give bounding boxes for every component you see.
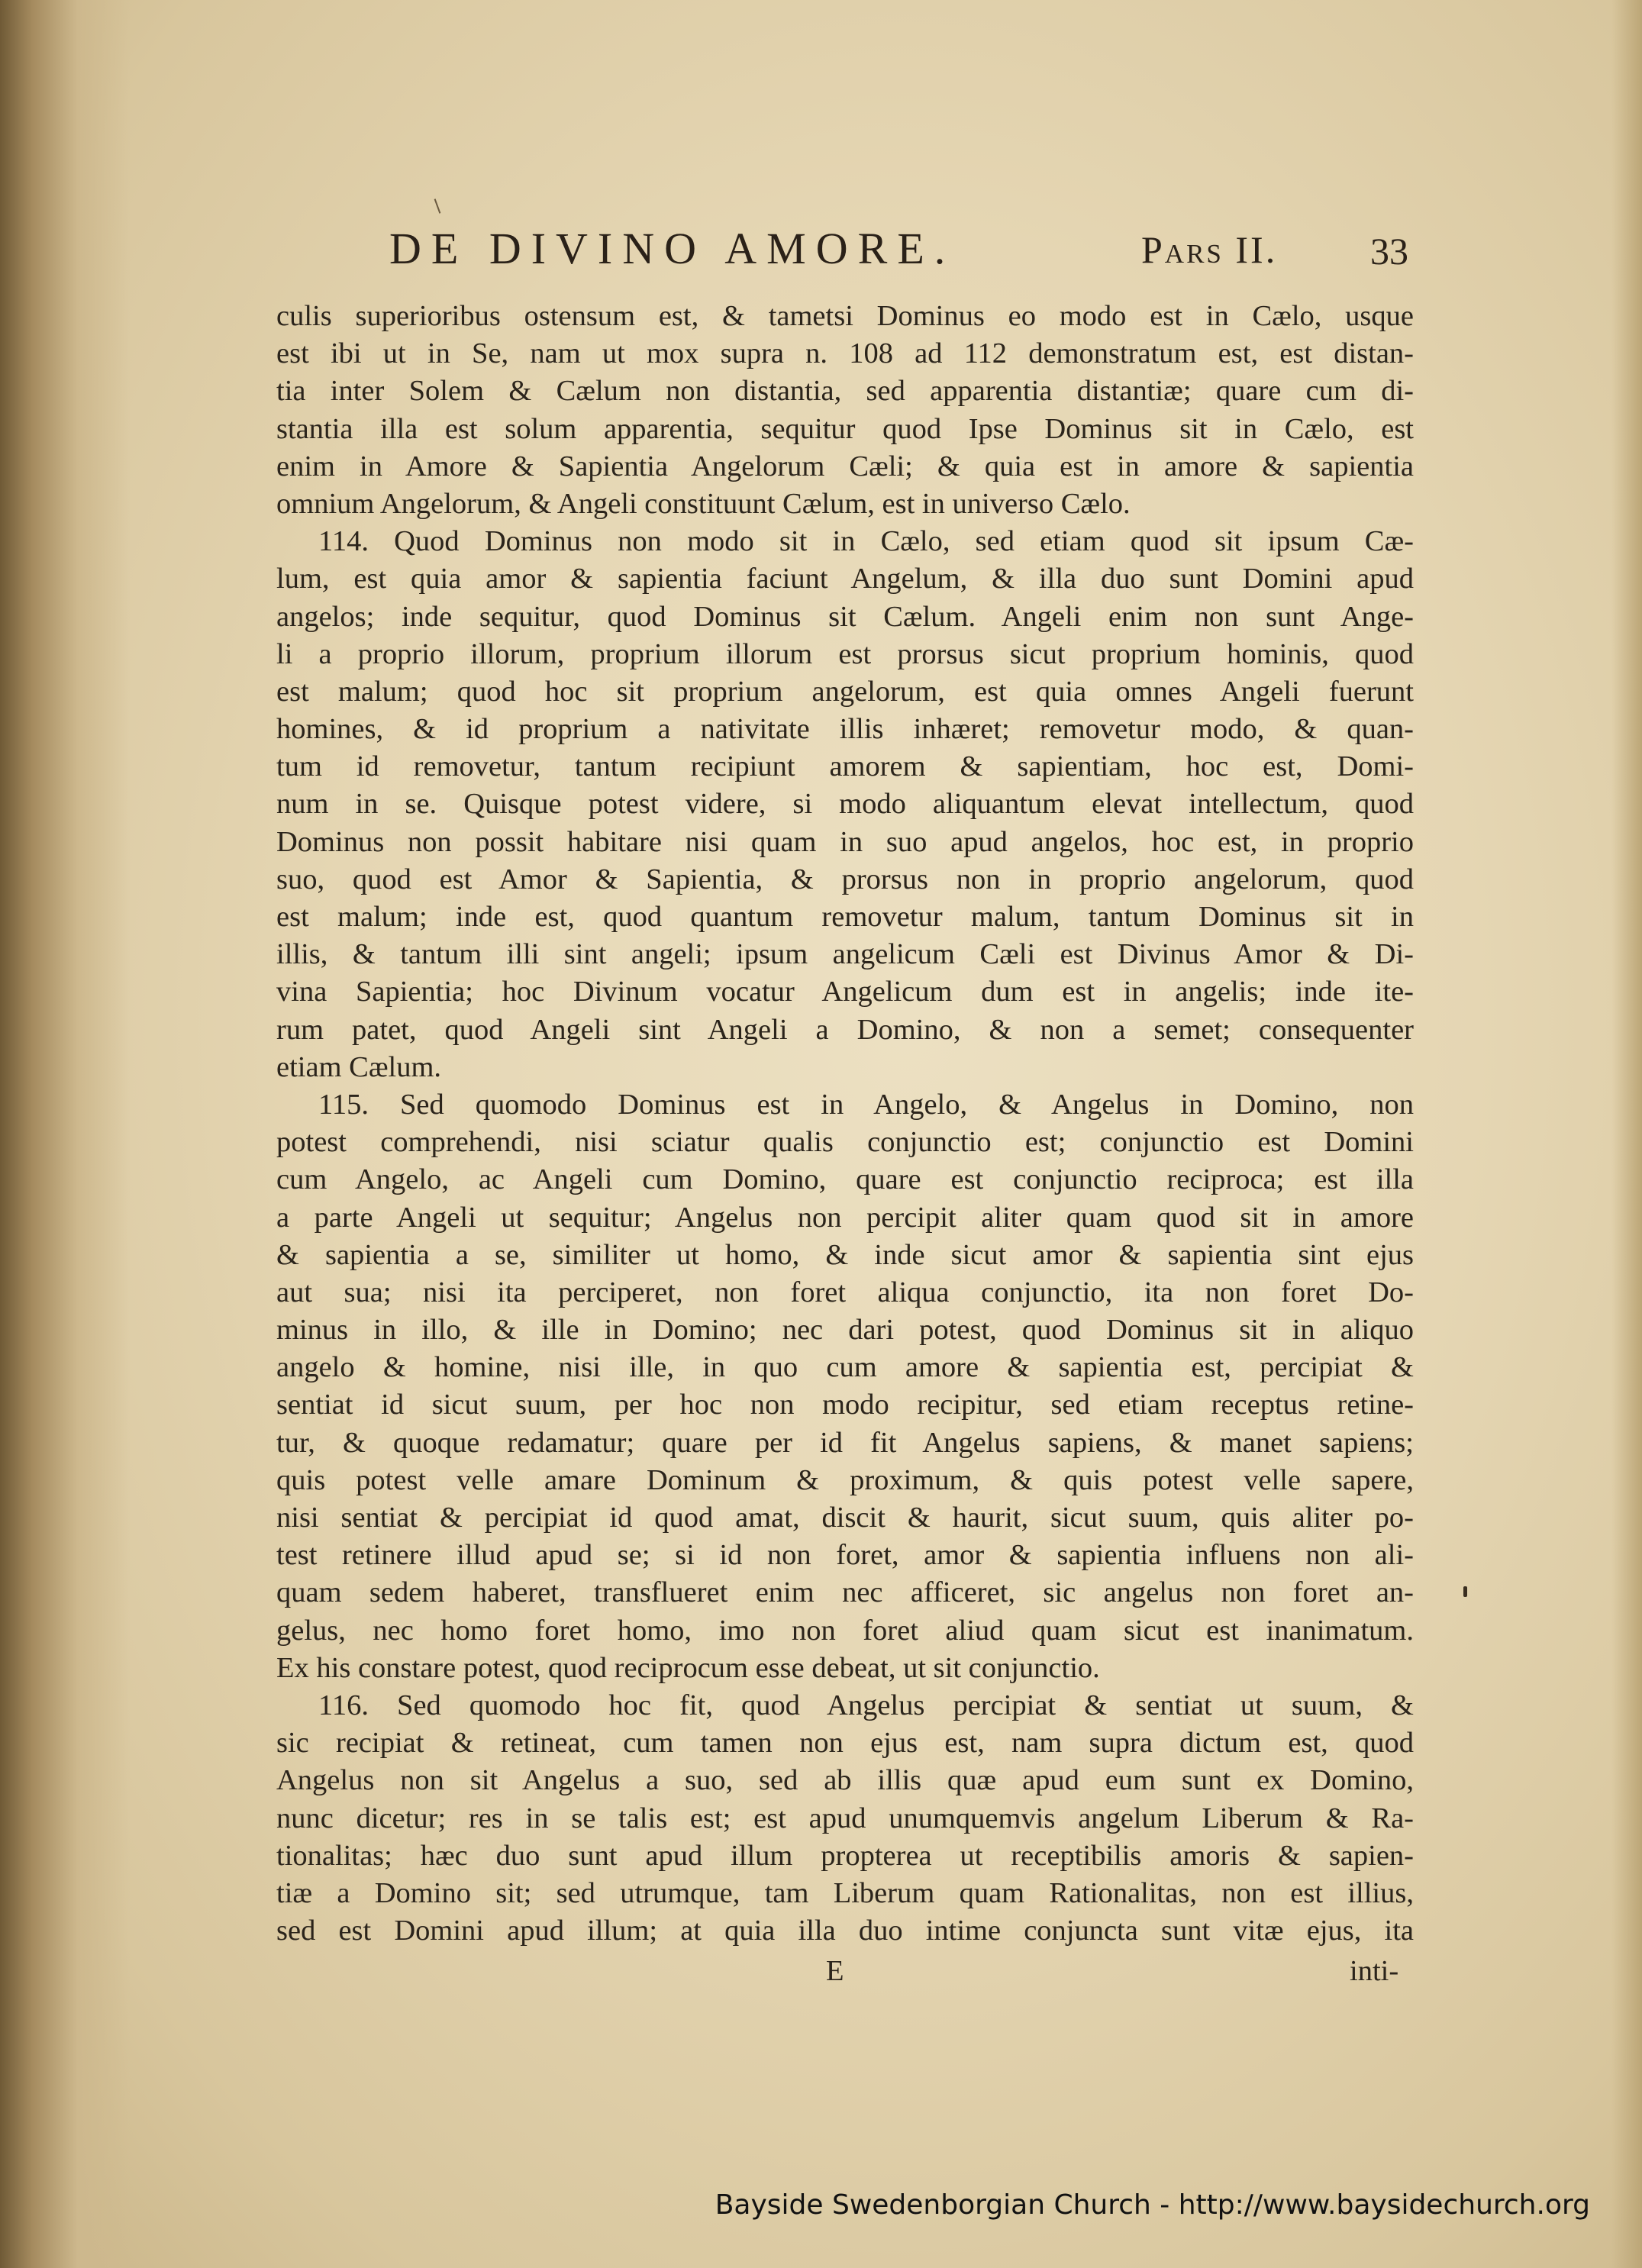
catchword: inti- bbox=[1350, 1955, 1399, 1987]
text-line: stantia illa est solum apparentia, sequitur quod Ipse Dominus sit in Cælo, est bbox=[276, 412, 1414, 445]
text-line: tia inter Solem & Cælum non distantia, sed apparentia distantiæ; quare cum di- bbox=[276, 375, 1414, 408]
text-line: est malum; inde est, quod quantum removetur malum, tantum Dominus sit in bbox=[276, 901, 1414, 933]
text-line: tiæ a Domino sit; sed utrumque, tam Liberum quam Rationalitas, non est illius, bbox=[276, 1876, 1414, 1909]
text-line: omnium Angelorum, & Angeli constituunt Cælum, est in universo Cælo. bbox=[276, 487, 1131, 520]
text-line: etiam Cælum. bbox=[276, 1050, 442, 1083]
text-line: angelos; inde sequitur, quod Dominus sit Cælum. Angeli enim non sunt Ange- bbox=[276, 600, 1414, 633]
text-line: illis, & tantum illi sint angeli; ipsum angelicum Cæli est Divinus Amor & Di- bbox=[276, 938, 1414, 971]
text-line: a parte Angeli ut sequitur; Angelus non percipit aliter quam quod sit in amore bbox=[276, 1201, 1414, 1234]
text-line: culis superioribus ostensum est, & tametsi Dominus eo modo est in Cælo, usque bbox=[276, 300, 1414, 332]
text-line: rum patet, quod Angeli sint Angeli a Domino, & non a semet; consequenter bbox=[276, 1013, 1414, 1046]
page-edge bbox=[1611, 0, 1642, 2268]
text-line: est ibi ut in Se, nam ut mox supra n. 108 ad 112 demonstratum est, est distan- bbox=[276, 337, 1414, 370]
text-line: homines, & id proprium a nativitate illis inhæret; removetur modo, & quan- bbox=[276, 713, 1414, 746]
text-line: enim in Amore & Sapientia Angelorum Cæli; & quia est in amore & sapientia bbox=[276, 450, 1414, 482]
text-line: tum id removetur, tantum recipiunt amorem & sapientiam, hoc est, Domi- bbox=[276, 750, 1414, 783]
text-line: lum, est quia amor & sapientia faciunt Angelum, & illa duo sunt Domini apud bbox=[276, 563, 1414, 595]
paper-speck bbox=[1463, 1586, 1467, 1597]
text-line: nunc dicetur; res in se talis est; est apud unumquemvis angelum Liberum & Ra- bbox=[276, 1802, 1414, 1834]
signature-mark: E bbox=[826, 1955, 844, 1987]
text-line: sentiat id sicut suum, per hoc non modo recipitur, sed etiam receptus retine- bbox=[276, 1389, 1414, 1421]
text-line: potest comprehendi, nisi sciatur qualis conjunctio est; conjunctio est Domini bbox=[276, 1126, 1414, 1159]
text-line: est malum; quod hoc sit proprium angelorum, est quia omnes Angeli fuerunt bbox=[276, 675, 1414, 708]
page-number: 33 bbox=[1370, 230, 1408, 273]
text-line: tionalitas; hæc duo sunt apud illum propterea ut receptibilis amoris & sapien- bbox=[276, 1839, 1414, 1872]
gutter-shadow bbox=[0, 0, 130, 2268]
text-line: Ex his constare potest, quod reciprocum esse debeat, ut sit conjunctio. bbox=[276, 1651, 1100, 1684]
running-head-title: DE DIVINO AMORE. bbox=[389, 224, 956, 273]
text-line: minus in illo, & ille in Domino; nec dari potest, quod Dominus sit in aliquo bbox=[276, 1314, 1414, 1347]
text-line: Angelus non sit Angelus a suo, sed ab illis quæ apud eum sunt ex Domino, bbox=[276, 1764, 1414, 1797]
text-line: sed est Domini apud illum; at quia illa duo intime conjuncta sunt vitæ ejus, ita bbox=[276, 1915, 1414, 1947]
running-head-part: Pars II. bbox=[1141, 228, 1278, 271]
text-line: nisi sentiat & percipiat id quod amat, discit & haurit, sicut suum, quis aliter po- bbox=[276, 1502, 1414, 1534]
text-line: sic recipiat & retineat, cum tamen non ejus est, nam supra dictum est, quod bbox=[276, 1727, 1414, 1760]
watermark-credit: Bayside Swedenborgian Church - http://www.baysidechurch.org bbox=[715, 2189, 1590, 2221]
body-text bbox=[276, 298, 1414, 1950]
text-line: aut sua; nisi ita perciperet, non foret aliqua conjunctio, ita non foret Do- bbox=[276, 1276, 1414, 1308]
text-line: test retinere illud apud se; si id non foret, amor & sapientia influens non ali- bbox=[276, 1539, 1414, 1572]
text-line: li a proprio illorum, proprium illorum est prorsus sicut proprium hominis, quod bbox=[276, 637, 1414, 670]
text-line: cum Angelo, ac Angeli cum Domino, quare est conjunctio reciproca; est illa bbox=[276, 1163, 1414, 1196]
text-line: quam sedem haberet, transflueret enim nec afficeret, sic angelus non foret an- bbox=[276, 1576, 1414, 1609]
text-line: 116. Sed quomodo hoc fit, quod Angelus percipiat & sentiat ut suum, & bbox=[318, 1689, 1414, 1721]
text-line: 115. Sed quomodo Dominus est in Angelo, & Angelus in Domino, non bbox=[318, 1088, 1414, 1121]
ink-mark bbox=[434, 198, 441, 213]
running-head bbox=[389, 223, 1427, 276]
text-line: Dominus non possit habitare nisi quam in suo apud angelos, hoc est, in proprio bbox=[276, 825, 1414, 858]
text-line: & sapientia a se, similiter ut homo, & inde sicut amor & sapientia sint ejus bbox=[276, 1238, 1414, 1271]
text-line: vina Sapientia; hoc Divinum vocatur Angelicum dum est in angelis; inde ite- bbox=[276, 976, 1414, 1008]
text-line: gelus, nec homo foret homo, imo non foret aliud quam sicut est inanimatum. bbox=[276, 1614, 1414, 1647]
text-line: tur, & quoque redamatur; quare per id fit Angelus sapiens, & manet sapiens; bbox=[276, 1426, 1414, 1459]
text-line: suo, quod est Amor & Sapientia, & prorsus non in proprio angelorum, quod bbox=[276, 863, 1414, 895]
text-line: angelo & homine, nisi ille, in quo cum amore & sapientia est, percipiat & bbox=[276, 1351, 1414, 1384]
text-line: quis potest velle amare Dominum & proximum, & quis potest velle sapere, bbox=[276, 1463, 1414, 1496]
text-line: num in se. Quisque potest videre, si modo aliquantum elevat intellectum, quod bbox=[276, 788, 1414, 821]
text-line: 114. Quod Dominus non modo sit in Cælo, sed etiam quod sit ipsum Cæ- bbox=[318, 525, 1414, 558]
